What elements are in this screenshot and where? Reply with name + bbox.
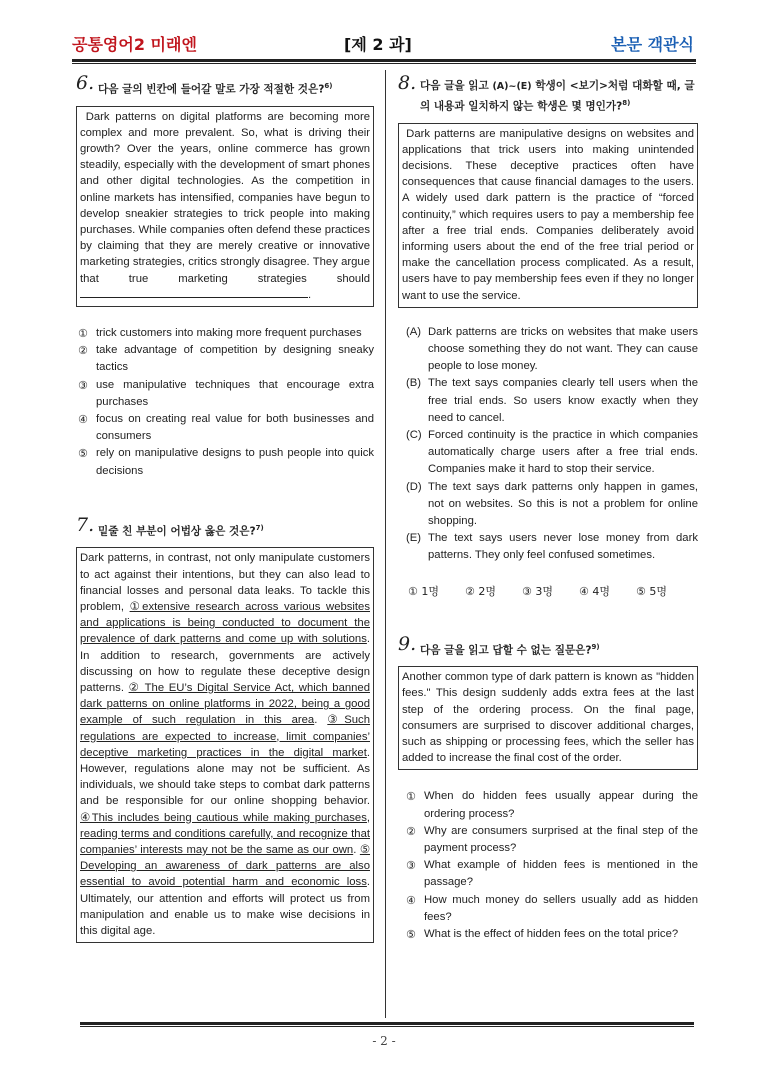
footer-rule-thin (80, 1026, 694, 1027)
statement-marker: (E) (406, 532, 422, 545)
q7-underline-1: ①extensive research across various websites and applications is being conducted to document the prevalence of dark patterns and come up with solutions (80, 600, 370, 646)
q6-passage-end: . (308, 288, 312, 301)
q8-statement-a (406, 324, 698, 376)
q9-choices (398, 788, 698, 943)
statement-text: The text says dark patterns only happen in games, not on websites. So this is not a problem for online shopping. (428, 480, 698, 527)
page-number: - 2 - (372, 1034, 396, 1048)
q7-text-3: . (314, 714, 328, 727)
q7-underline-4: ④This includes being cautious while making purchases, reading terms and conditions carefully, and recognize that companies’ interests may not be the same as our own (80, 811, 370, 856)
q8-statement-b (406, 375, 698, 427)
q9-passage (398, 666, 698, 770)
q6-footnote: 6) (324, 82, 333, 90)
left-column (76, 72, 374, 943)
statement-text: The text says companies clearly tell users when the free trial ends. So users know exactly when they need to cancel. (428, 377, 698, 424)
statement-marker: (B) (406, 377, 422, 390)
subject-title: 공통영어2 미래엔 (72, 35, 197, 54)
q6-heading (76, 72, 374, 98)
q7-text-2: . In addition to research, governments are actively discussing on how to regulate these deceptive design patterns. (80, 633, 370, 694)
q8-prompt-c: 학생이 <보기>처럼 대화할 때, 글의 내용과 일치하지 않는 학생은 몇 명인가? (420, 80, 695, 113)
q8-passage-text: Dark patterns are manipulative designs on websites and applications that trick users into making unintended decisions. These deceptive practices often have consequences that cause financial damages to the users. A widely used dark pattern is the practice of “forced continuity,” which requires users to pay a membership fee after a free trial ends. Companies deliberately avoid informing users about the end of the free trial period or make the cancellation process complicated. As a result, users have to pay membership fees even if they no longer want to use the service. (402, 127, 695, 302)
q8-choice-2[interactable]: ② 2명 (465, 584, 496, 598)
q7-text-1: Dark patterns, in contrast, not only manipulate customers to act against their intentions, but they can also lead to financial losses and personal data leaks. To tackle this problem, (80, 552, 370, 613)
choice-marker: ① (406, 790, 416, 804)
q8-statement-e (406, 530, 698, 564)
choice-text: use manipulative techniques that encourage extra purchases (96, 378, 374, 408)
q9-choice-3[interactable] (404, 857, 698, 891)
q6-choice-5[interactable] (76, 445, 374, 479)
q9-prompt: 다음 글을 읽고 답할 수 없는 질문은? (420, 644, 592, 657)
q6-passage-text: Dark patterns on digital platforms are becoming more complex and more prevalent. So, what is driving their growth? Over the years, online commerce has grown steadily, especially with the development of smart phones and other digital technologies. As the competition in online markets has intensified, companies have begun to develop sneakier strategies to trick people into making purchases. While companies often defend these practices by claiming that they are merely creative or innovative marketing strategies, critics strongly disagree. They argue that true marketing strategies should (80, 110, 370, 285)
header-rule (72, 59, 696, 62)
q6-choices (76, 325, 374, 480)
choice-text: When do hidden fees usually appear during the ordering process? (424, 790, 698, 820)
column-divider (385, 70, 386, 1018)
statement-marker: (C) (406, 428, 422, 441)
q7-footnote: 7) (255, 523, 264, 532)
choice-text: What example of hidden fees is mentioned in the passage? (424, 859, 698, 889)
q9-choice-2[interactable] (404, 823, 698, 857)
q8-heading (398, 72, 698, 115)
q9-number: 9. (398, 632, 417, 655)
statement-marker: (D) (406, 480, 422, 493)
q8-footnote: 8) (622, 99, 631, 107)
q7-underline-3: ③Such regulations are expected to increase, limit companies’ deceptive marketing practices in the digital market (80, 714, 370, 759)
choice-marker: ④ (78, 412, 88, 426)
header-rule-thin (72, 63, 696, 64)
q6-choice-2[interactable] (76, 342, 374, 376)
q8-statement-d (406, 479, 698, 531)
q6-prompt: 다음 글의 빈칸에 들어갈 말로 가장 적절한 것은? (98, 83, 325, 96)
choice-marker: ⑤ (406, 927, 416, 941)
choice-text: Why are consumers surprised at the final step of the payment process? (424, 824, 698, 854)
q8-choice-5[interactable]: ⑤ 5명 (636, 584, 667, 598)
q7-underline-5: ⑤ Developing an awareness of dark patterns are also essential to avoid potential harm and economic loss (80, 843, 371, 889)
q7-text-4: . However, regulations alone may not be sufficient. As individuals, we should take steps to combat dark patterns and be responsible for our online shopping behavior. (80, 746, 370, 808)
q6-number: 6. (76, 72, 95, 94)
question-type-title: 본문 객관식 (611, 35, 694, 54)
q9-footnote: 9) (591, 642, 600, 651)
q6-choice-1[interactable] (76, 325, 374, 342)
q9-heading (398, 632, 698, 659)
q9-passage-text: Another common type of dark pattern is known as "hidden fees." This design suddenly adds extra fees at the last step of the ordering process. On the final page, consumers are surprised to discover additional charges, such as shipping or processing fees, which the seller has added to increase the final cost of the order. (402, 671, 694, 765)
statement-text: The text says users never lose money from dark patterns. They only feel confused sometimes. (428, 532, 698, 562)
q8-choice-3[interactable]: ③ 3명 (522, 584, 553, 598)
q9-choice-1[interactable] (404, 788, 698, 822)
q6-passage (76, 106, 374, 307)
q8-statements (398, 324, 698, 565)
q8-passage (398, 123, 698, 308)
choice-marker: ⑤ (78, 447, 88, 461)
choice-marker: ③ (78, 378, 88, 392)
choice-marker: ③ (406, 859, 416, 873)
choice-marker: ② (78, 344, 88, 358)
q7-heading (76, 513, 374, 540)
right-column (398, 72, 698, 943)
q8-prompt-a: 다음 글을 읽고 (420, 80, 493, 92)
q6-choice-4[interactable] (76, 411, 374, 445)
choice-text: focus on creating real value for both businesses and consumers (96, 412, 374, 443)
choice-text: How much money do sellers usually add as hidden fees? (424, 893, 698, 923)
choice-text: rely on manipulative designs to push people into quick decisions (96, 447, 374, 477)
q7-underline-2: ② The EU’s Digital Service Act, which banned dark patterns on online platforms in 2022, being a good example of such regulation in this area (80, 681, 370, 727)
q8-prompt-b: (A)~(E) (492, 81, 532, 92)
q8-statement-c (406, 427, 698, 479)
choice-text: trick customers into making more frequent purchases (96, 326, 362, 339)
q7-number: 7. (76, 513, 95, 536)
q8-count-choices (398, 583, 698, 599)
q7-text-6: . Ultimately, our attention and efforts will protect us from manipulation and enable us to make wise decisions in this digital age. (80, 876, 370, 937)
q9-choice-4[interactable] (404, 892, 698, 926)
statement-text: Dark patterns are tricks on websites that make users choose something they do not want. They can cause people to lose money. (428, 325, 698, 373)
q6-choice-3[interactable] (76, 377, 374, 411)
q8-number: 8. (398, 72, 417, 94)
choice-marker: ④ (406, 893, 416, 907)
lesson-title: [제 2 과] (344, 35, 412, 54)
statement-marker: (A) (406, 325, 422, 338)
statement-text: Forced continuity is the practice in which companies automatically charge users after a free trial ends. Companies make it hard to stop their service. (428, 428, 698, 476)
choice-marker: ② (406, 824, 416, 838)
q6-blank (80, 288, 308, 298)
q8-choice-1[interactable]: ① 1명 (408, 584, 439, 598)
choice-text: take advantage of competition by designing sneaky tactics (96, 344, 374, 374)
choice-text: What is the effect of hidden fees on the total price? (424, 927, 679, 940)
q9-choice-5[interactable] (404, 926, 698, 943)
q7-text-5: . (353, 843, 360, 856)
q7-prompt: 밑줄 친 부분이 어법상 옳은 것은? (98, 525, 256, 538)
q7-passage (76, 547, 374, 943)
choice-marker: ① (78, 326, 88, 340)
q8-choice-4[interactable]: ④ 4명 (579, 584, 610, 598)
footer-rule (80, 1022, 694, 1025)
page-header (72, 30, 696, 60)
